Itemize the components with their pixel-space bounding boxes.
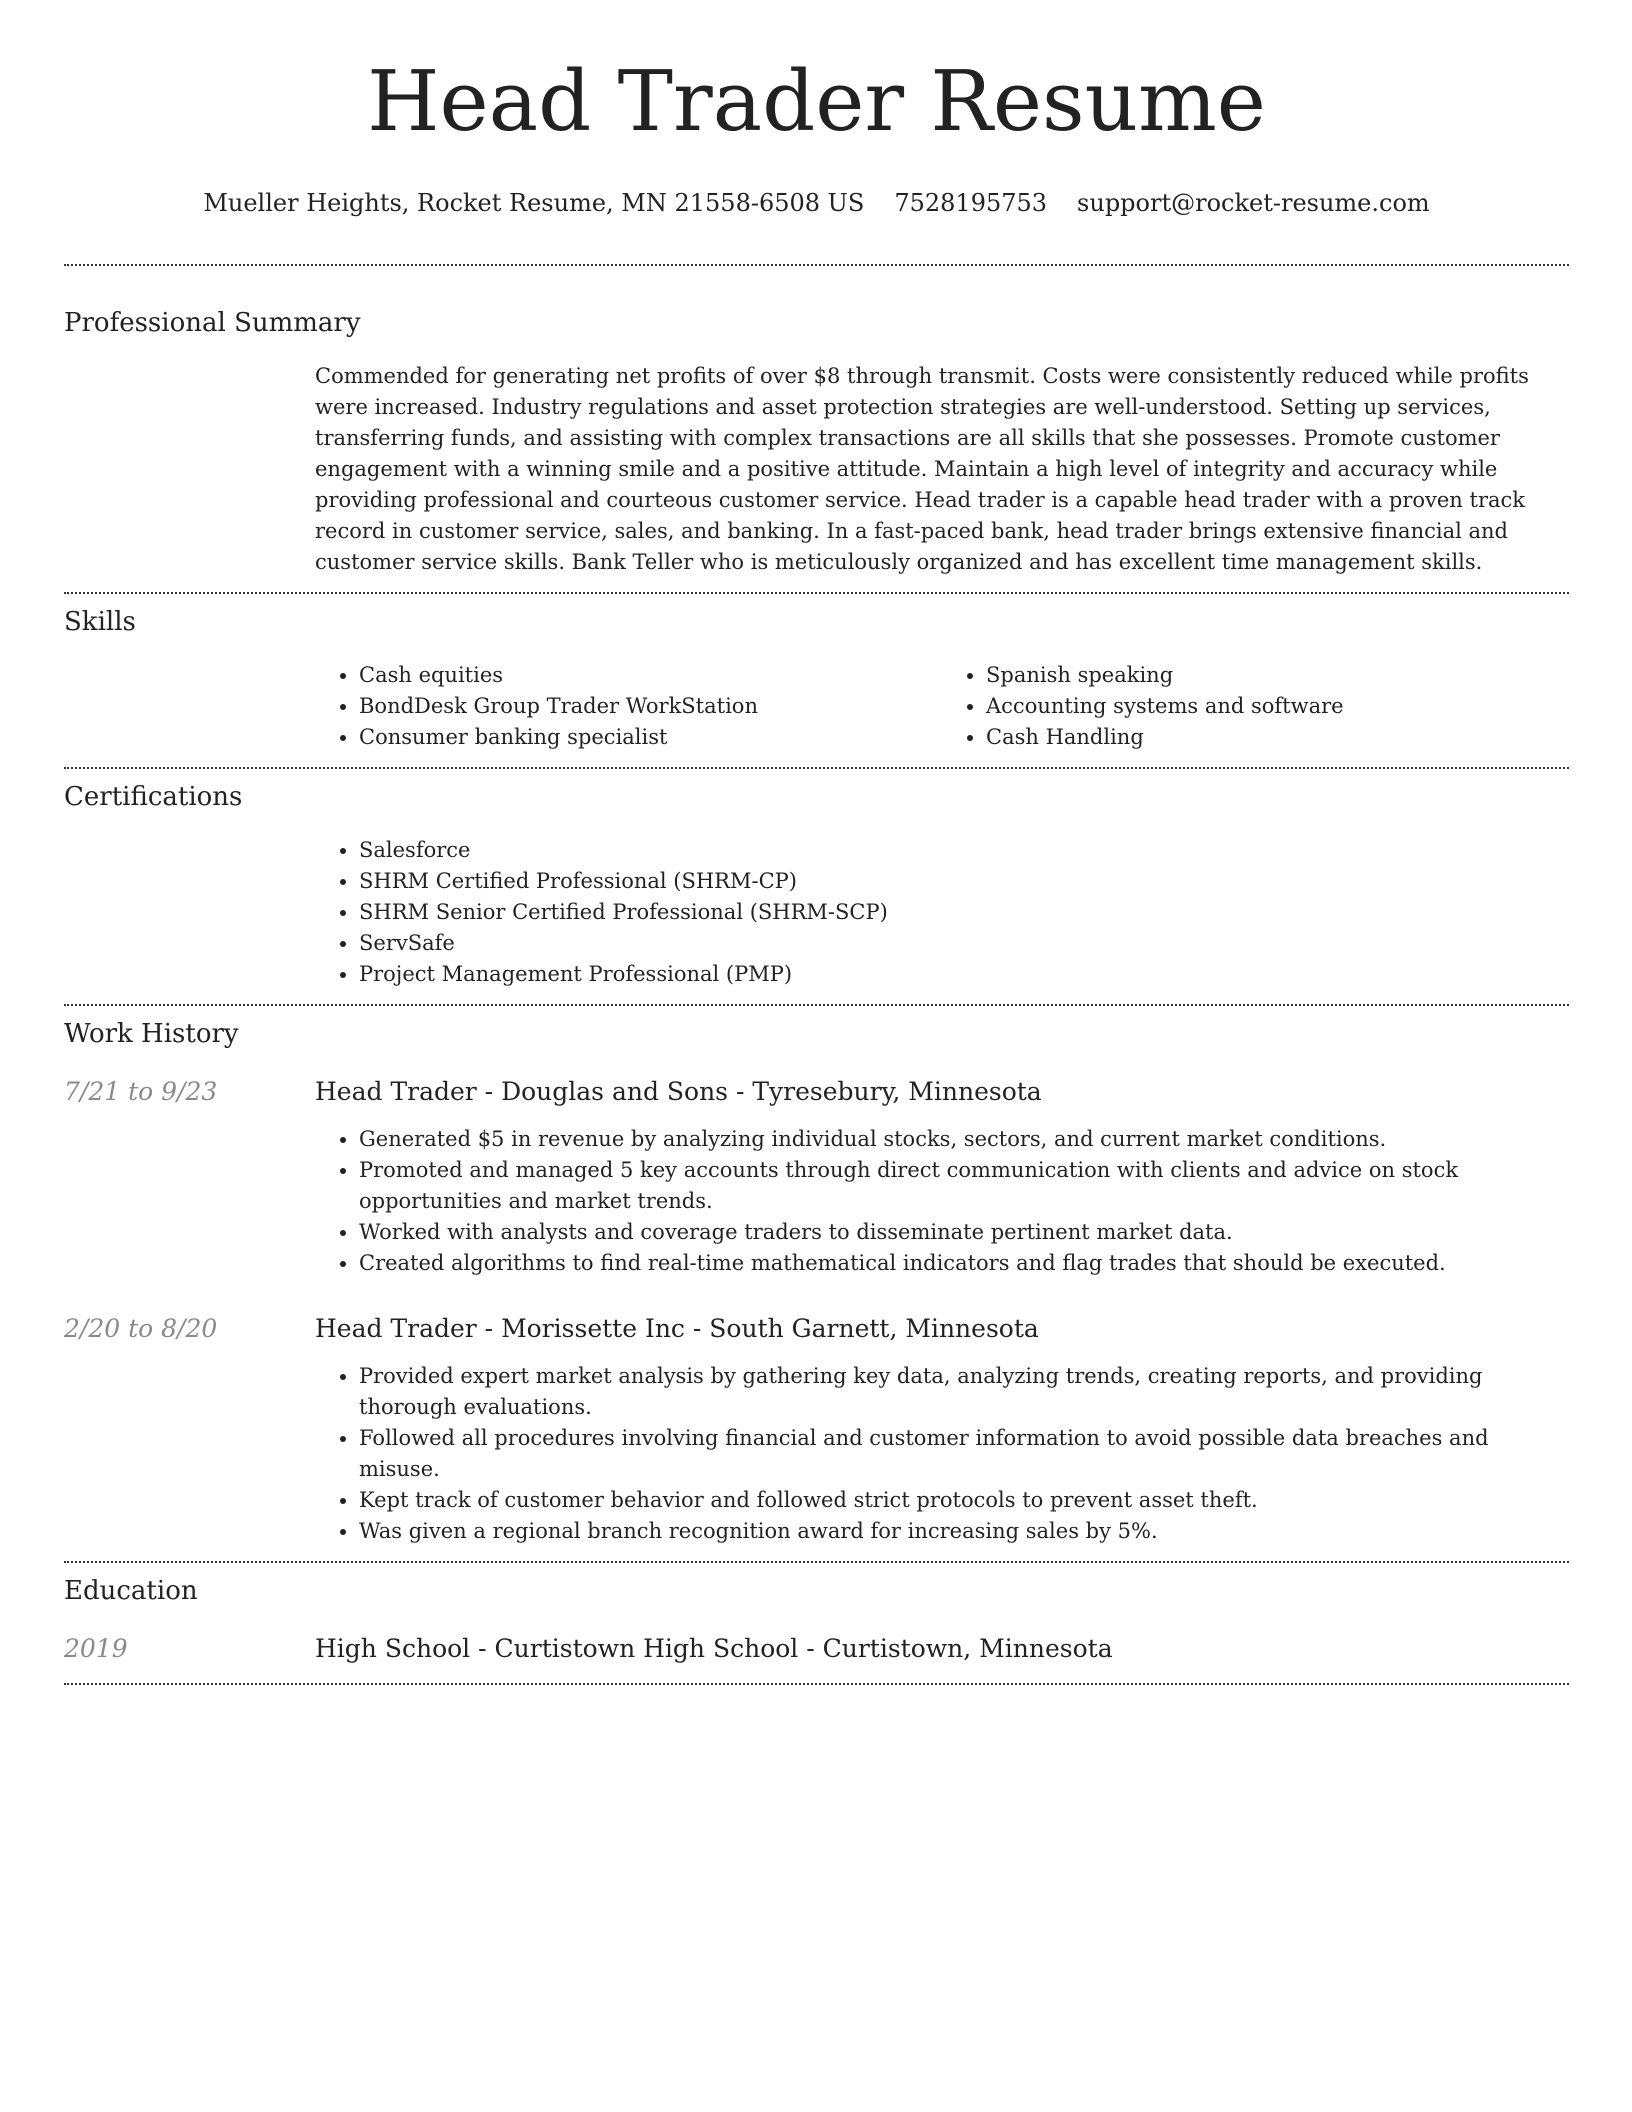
certifications-list: [315, 835, 1569, 990]
list-item: • Salesforce: [359, 835, 1569, 866]
job-header: [64, 1313, 1569, 1345]
list-item: • Provided expert market analysis by gathering key data, analyzing trends, creating reports, and providing thorough evaluations.: [359, 1361, 1569, 1423]
list-item: • Kept track of customer behavior and followed strict protocols to prevent asset theft.: [359, 1485, 1569, 1516]
skills-columns: [315, 660, 1569, 753]
job-title: Head Trader - Douglas and Sons - Tyresebury, Minnesota: [315, 1077, 1042, 1106]
list-item: • Consumer banking specialist: [359, 722, 942, 753]
skills-list-right: [942, 660, 1569, 753]
section-work-history: [64, 1018, 1569, 1547]
skills-list-left: [315, 660, 942, 753]
job-bullets: [315, 1124, 1569, 1279]
divider: [64, 264, 1569, 266]
section-heading-skills: Skills: [64, 607, 136, 637]
divider: [64, 1561, 1569, 1563]
job-details: [315, 1361, 1569, 1547]
list-item: • Promoted and managed 5 key accounts through direct communication with clients and advice on stock opportunities and market trends.: [359, 1155, 1569, 1217]
list-item: • Project Management Professional (PMP): [359, 959, 1569, 990]
list-item: • SHRM Certified Professional (SHRM-CP): [359, 866, 1569, 897]
section-education: [64, 1575, 1569, 1665]
list-item: • Cash equities: [359, 660, 942, 691]
page-title: Head Trader Resume: [367, 53, 1266, 150]
job-entry: [64, 1313, 1569, 1547]
divider: [64, 592, 1569, 594]
list-item: • Was given a regional branch recognition award for increasing sales by 5%.: [359, 1516, 1569, 1547]
list-item: • Created algorithms to find real-time mathematical indicators and flag trades that should be executed.: [359, 1248, 1569, 1279]
list-item: • Followed all procedures involving financial and customer information to avoid possible data breaches and misuse.: [359, 1423, 1569, 1485]
resume-page: [64, 0, 1569, 1685]
list-item: • Generated $5 in revenue by analyzing individual stocks, sectors, and current market conditions.: [359, 1124, 1569, 1155]
section-heading-education: Education: [64, 1576, 198, 1606]
section-skills: [64, 606, 1569, 753]
job-bullets: [315, 1361, 1569, 1547]
job-header: [64, 1076, 1569, 1108]
contact-address: Mueller Heights, Rocket Resume, MN 21558-6508 US: [203, 189, 865, 217]
list-item: • SHRM Senior Certified Professional (SHRM-SCP): [359, 897, 1569, 928]
contact-email: support@rocket-resume.com: [1077, 189, 1430, 217]
contact-phone: 7528195753: [894, 189, 1048, 217]
list-item: • Worked with analysts and coverage traders to disseminate pertinent market data.: [359, 1217, 1569, 1248]
section-heading-certifications: Certifications: [64, 782, 243, 812]
list-item: • BondDesk Group Trader WorkStation: [359, 691, 942, 722]
divider: [64, 1683, 1569, 1685]
education-entry: [64, 1633, 1569, 1665]
job-details: [315, 1124, 1569, 1279]
divider: [64, 767, 1569, 769]
contact-line: [64, 188, 1569, 218]
section-heading-work: Work History: [64, 1019, 239, 1049]
education-dates: 2019: [64, 1634, 128, 1663]
education-title: High School - Curtistown High School - Curtistown, Minnesota: [315, 1634, 1113, 1663]
section-certifications: [64, 781, 1569, 990]
section-summary: [64, 307, 1569, 578]
job-dates: 7/21 to 9/23: [64, 1077, 218, 1106]
summary-text: Commended for generating net profits of over $8 through transmit. Costs were consistently reduced while profits were increased. Industry regulations and asset protection strategies are well-understood. Setting up services, transferring funds, and assisting with complex transactions are all skills that she possesses. Promote customer engagement with a winning smile and a positive attitude. Maintain a high level of integrity and accuracy while providing professional and courteous customer service. Head trader is a capable head trader with a proven track record in customer service, sales, and banking. In a fast-paced bank, head trader brings extensive financial and customer service skills. Bank Teller who is meticulously organized and has excellent time management skills.: [315, 364, 1529, 574]
job-entry: [64, 1076, 1569, 1279]
list-item: • Accounting systems and software: [986, 691, 1569, 722]
list-item: • Cash Handling: [986, 722, 1569, 753]
job-dates: 2/20 to 8/20: [64, 1314, 218, 1343]
list-item: • ServSafe: [359, 928, 1569, 959]
divider: [64, 1004, 1569, 1006]
certifications-body: [315, 835, 1569, 990]
job-title: Head Trader - Morissette Inc - South Garnett, Minnesota: [315, 1314, 1039, 1343]
list-item: • Spanish speaking: [986, 660, 1569, 691]
section-heading-summary: Professional Summary: [64, 308, 361, 338]
